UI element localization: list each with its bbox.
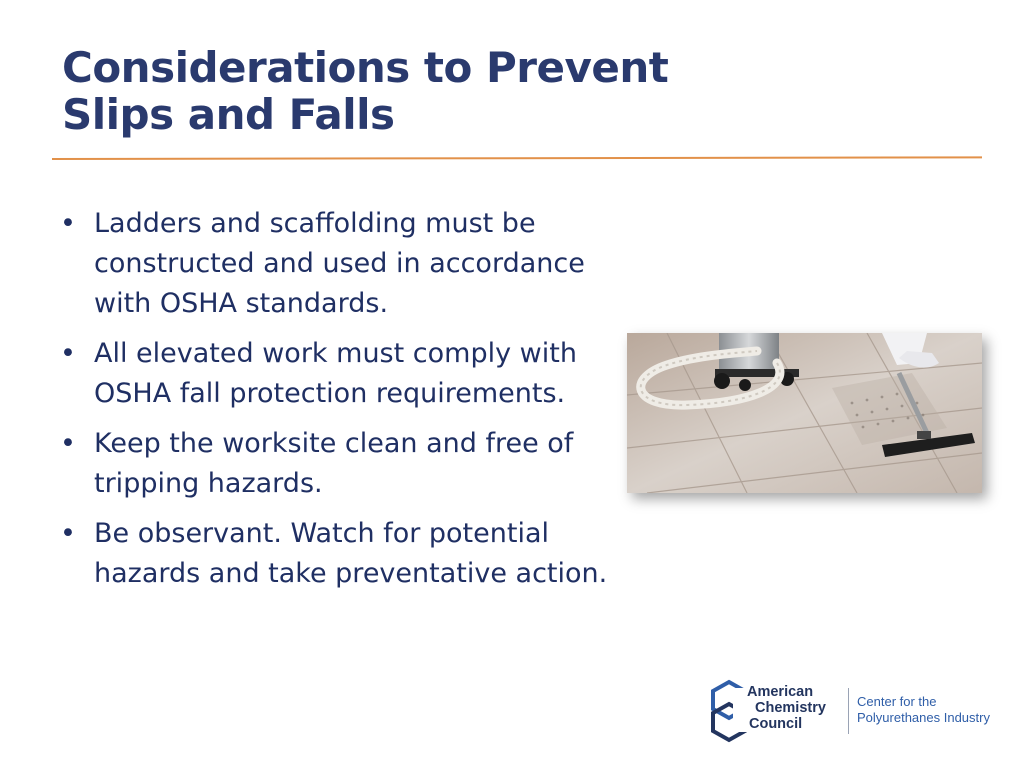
title-divider bbox=[52, 156, 982, 160]
acc-wordmark bbox=[737, 684, 826, 732]
bullet-item: • Ladders and scaffolding must be constructed and used in accordance with OSHA standards. bbox=[60, 204, 630, 324]
acc-logo bbox=[707, 678, 1007, 748]
center-line-1: Center for the bbox=[857, 694, 937, 709]
bullet-list bbox=[60, 204, 630, 604]
slide-title bbox=[62, 44, 822, 138]
bullet-item: • Keep the worksite clean and free of tripping hazards. bbox=[60, 424, 630, 504]
floor-vacuum-illustration bbox=[627, 333, 982, 493]
slide-title-line-1: Considerations to Prevent bbox=[62, 43, 669, 92]
bullet-item: • All elevated work must comply with OSHA fall protection requirements. bbox=[60, 334, 630, 414]
floor-vacuum-photo bbox=[627, 333, 982, 493]
acc-line-3: Council bbox=[749, 716, 803, 732]
bullet-item: • Be observant. Watch for potential hazards and take preventative action. bbox=[60, 514, 630, 594]
center-line-2: Polyurethanes Industry bbox=[857, 710, 990, 725]
slide-title-line-2: Slips and Falls bbox=[62, 90, 395, 139]
center-name bbox=[857, 694, 990, 726]
acc-line-1: American bbox=[747, 684, 814, 700]
logo-divider bbox=[848, 688, 849, 734]
acc-line-2: Chemistry bbox=[755, 700, 826, 716]
